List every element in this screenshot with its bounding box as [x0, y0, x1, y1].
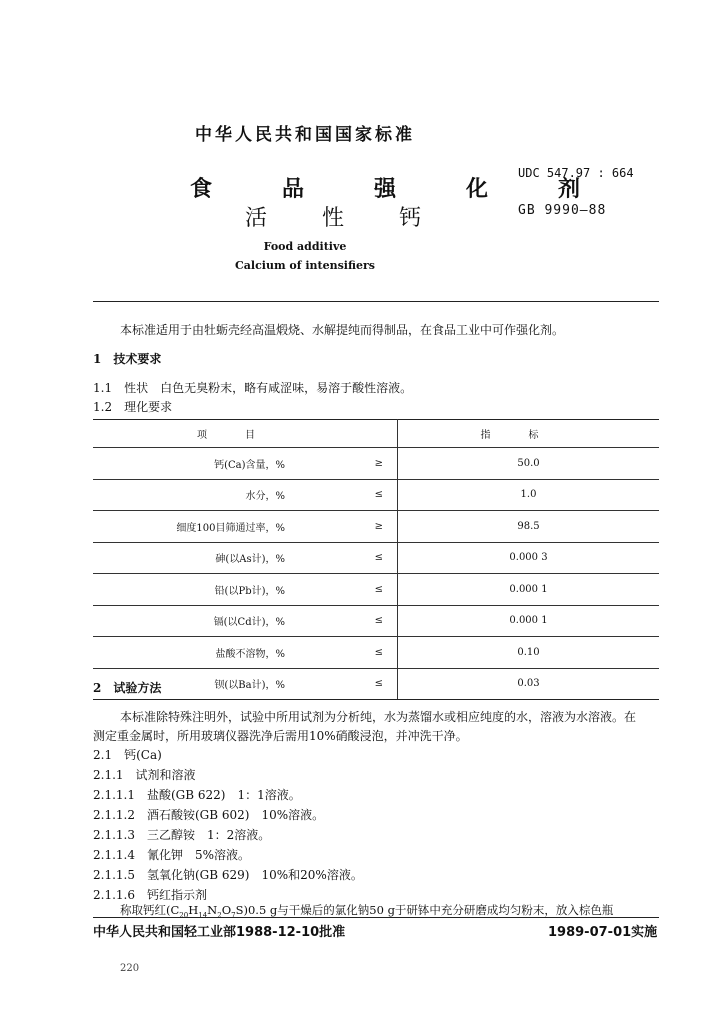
table-row — [93, 574, 659, 606]
approval-line: 中华人民共和国轻工业部1988-12-10批准 — [93, 925, 346, 940]
effective-date: 1989-07-01实施 — [548, 925, 658, 940]
row-operator: ≤ — [285, 574, 398, 606]
row-value: 0.000 1 — [398, 574, 660, 606]
row-operator: ≤ — [285, 668, 398, 700]
row-operator: ≤ — [285, 479, 398, 511]
clause-2-1: 2.1 钙(Ca) — [93, 748, 162, 762]
calcium-red-preparation: 称取钙红$(C_{20}H_{14}N_2O_7S)0.5$ g与干燥后的氯化钠50 g于研钵中充分研磨成均匀粉末，放入棕色瓶 — [120, 903, 614, 920]
row-operator: ≤ — [285, 542, 398, 574]
clause-2-1-1-5: 2.1.1.5 氢氧化钠(GB 629) 10%和20%溶液。 — [93, 868, 363, 882]
row-name: 钡(以Ba计)，% — [93, 668, 285, 700]
row-name: 铅(以Pb计)，% — [93, 574, 285, 606]
clause-2-1-1-2: 2.1.1.2 酒石酸铵(GB 602) 10%溶液。 — [93, 808, 325, 822]
row-value: 0.03 — [398, 668, 660, 700]
row-operator: ≥ — [285, 511, 398, 543]
row-value: 0.000 1 — [398, 605, 660, 637]
clause-2-1-1-3: 2.1.1.3 三乙醇铵 1：2溶液。 — [93, 828, 271, 842]
page-number: 220 — [120, 963, 140, 974]
footer-rule — [93, 917, 659, 918]
table-row — [93, 637, 659, 669]
section1-heading: 1 技术要求 — [93, 352, 162, 366]
row-name: 细度100目筛通过率，% — [93, 511, 285, 543]
row-name: 镉(以Cd计)，% — [93, 605, 285, 637]
row-value: 98.5 — [398, 511, 660, 543]
udc-code: UDC 547.97 : 664 — [518, 166, 634, 180]
row-value: 0.10 — [398, 637, 660, 669]
gb-number: GB 9990—88 — [518, 203, 607, 218]
table-row — [93, 511, 659, 543]
row-operator: ≤ — [285, 637, 398, 669]
header-value: 指标 — [398, 420, 660, 448]
row-name: 砷(以As计)，% — [93, 542, 285, 574]
table-row — [93, 542, 659, 574]
row-name: 盐酸不溶物，% — [93, 637, 285, 669]
item-1-1: 1.1 性状 白色无臭粉末，略有咸涩味，易溶于酸性溶液。 — [93, 381, 413, 395]
section2-intro-line1: 本标准除特殊注明外，试验中所用试剂为分析纯，水为蒸馏水或相应纯度的水，溶液为水溶液。在 — [120, 710, 637, 724]
row-value: 50.0 — [398, 448, 660, 480]
title-cn-line1: 食品强化剂 — [190, 177, 651, 202]
table-row — [93, 448, 659, 480]
clause-2-1-1-4: 2.1.1.4 氰化钾 5%溶液。 — [93, 848, 251, 862]
section2-heading: 2 试验方法 — [93, 681, 162, 695]
national-standard-heading: 中华人民共和国国家标准 — [195, 125, 415, 145]
title-en-line2: Calcium of intensifiers — [235, 259, 375, 272]
section2-intro-line2: 测定重金属时，所用玻璃仪器洗净后需用10%硝酸浸泡，并冲洗干净。 — [93, 729, 468, 743]
header-item: 项目 — [93, 420, 398, 448]
scope-text: 本标准适用于由牡蛎壳经高温煅烧、水解提纯而得制品，在食品工业中可作强化剂。 — [120, 323, 565, 337]
item-1-2: 1.2 理化要求 — [93, 400, 173, 414]
row-name: 钙(Ca)含量，% — [93, 448, 285, 480]
table-row — [93, 605, 659, 637]
table-row — [93, 479, 659, 511]
specification-table — [93, 419, 659, 700]
clause-2-1-1: 2.1.1 试剂和溶液 — [93, 768, 196, 782]
clause-2-1-1-1: 2.1.1.1 盐酸(GB 622) 1：1溶液。 — [93, 788, 301, 802]
title-cn-line2: 活性钙 — [245, 206, 477, 231]
title-en-line1: Food additive — [263, 240, 347, 253]
row-value: 0.000 3 — [398, 542, 660, 574]
row-operator: ≥ — [285, 448, 398, 480]
header-rule — [93, 301, 659, 302]
clause-2-1-1-6: 2.1.1.6 钙红指示剂 — [93, 888, 207, 902]
table-row — [93, 668, 659, 700]
row-value: 1.0 — [398, 479, 660, 511]
row-operator: ≤ — [285, 605, 398, 637]
table-header-row — [93, 420, 659, 448]
row-name: 水分，% — [93, 479, 285, 511]
